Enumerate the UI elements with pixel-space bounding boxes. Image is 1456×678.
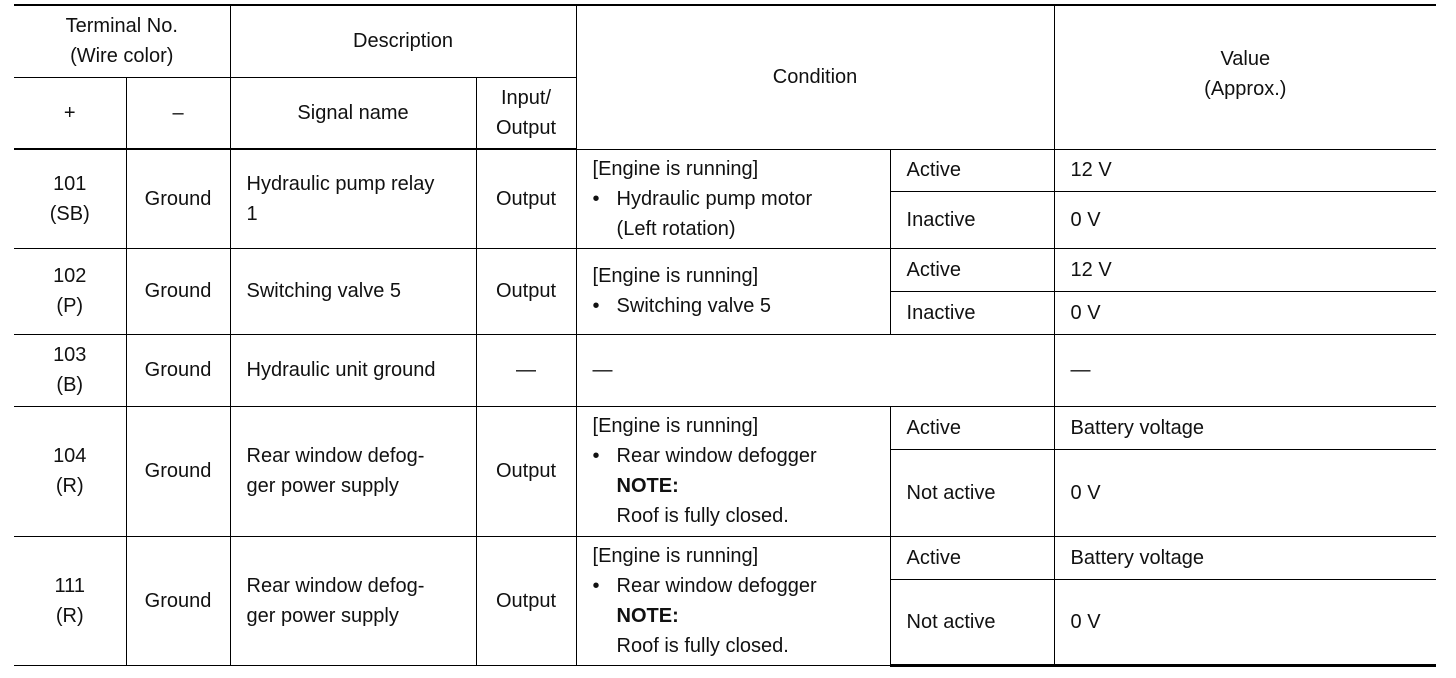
note-label: NOTE: (616, 604, 679, 627)
terminal-number: 103 (53, 344, 87, 366)
terminal-cell (14, 536, 126, 665)
ground-cell: Ground (126, 149, 230, 248)
value-cell: 0 V (1054, 449, 1436, 536)
terminal-number: 104 (53, 445, 87, 467)
condition-item-sub: (Left rotation) (616, 217, 736, 240)
value-cell: 12 V (1054, 149, 1436, 191)
condition-head: [Engine is running] (592, 544, 759, 567)
condition-item-text: Rear window defogger (616, 445, 817, 467)
table-row (14, 334, 1436, 406)
header-minus: – (126, 77, 230, 149)
condition-cell (576, 406, 890, 536)
value-cell: 0 V (1054, 579, 1436, 665)
terminal-cell (14, 406, 126, 536)
condition-cell (576, 248, 890, 334)
value-cell: Battery voltage (1054, 406, 1436, 449)
condition-item (593, 184, 890, 214)
signal-name-cell (230, 536, 476, 665)
header-value-approx: (Approx.) (1204, 78, 1287, 100)
signal-name-line: ger power supply (246, 475, 399, 497)
bullet-icon: • (592, 445, 600, 467)
ground-cell: Ground (126, 334, 230, 406)
io-cell: Output (476, 149, 576, 248)
header-description: Description (230, 5, 576, 77)
header-terminal-no-label: Terminal No. (65, 15, 178, 38)
io-cell: Output (476, 536, 576, 665)
signal-name-cell (230, 406, 476, 536)
note-label: NOTE: (616, 475, 679, 497)
signal-name-line: ger power supply (246, 604, 399, 627)
terminal-cell (14, 149, 126, 248)
condition-cell (576, 149, 890, 248)
header-condition: Condition (576, 5, 1054, 149)
header-value (1054, 5, 1436, 149)
signal-name-cell: Switching valve 5 (230, 248, 476, 334)
header-input-output (476, 77, 576, 149)
condition-item (593, 441, 890, 471)
signal-name-line: Rear window defog- (246, 445, 425, 467)
ground-cell: Ground (126, 248, 230, 334)
wire-color: (SB) (49, 202, 90, 225)
note-text: Roof is fully closed. (616, 505, 789, 527)
state-cell: Active (890, 536, 1054, 579)
ground-cell: Ground (126, 406, 230, 536)
header-wire-color-label: (Wire color) (70, 45, 174, 68)
signal-name-cell: Hydraulic unit ground (230, 334, 476, 406)
header-signal-name: Signal name (230, 77, 476, 149)
condition-head: [Engine is running] (592, 265, 759, 287)
signal-name-line: Hydraulic pump relay (246, 172, 435, 195)
bullet-icon: • (592, 295, 600, 317)
value-cell: 0 V (1054, 191, 1436, 248)
table-row (14, 536, 1436, 579)
state-cell: Not active (890, 449, 1054, 536)
signal-name-line: 1 (246, 202, 258, 225)
condition-item-text: Switching valve 5 (616, 295, 772, 317)
condition-cell (576, 536, 890, 665)
wire-color: (R) (55, 475, 84, 497)
bullet-icon: • (592, 574, 600, 597)
header-terminal-no (14, 5, 230, 77)
state-cell: Inactive (890, 191, 1054, 248)
value-cell: 0 V (1054, 291, 1436, 334)
state-cell: Not active (890, 579, 1054, 665)
ground-cell: Ground (126, 536, 230, 665)
condition-item-text: Rear window defogger (616, 574, 817, 597)
state-cell: Active (890, 248, 1054, 291)
table-row (14, 248, 1436, 291)
value-cell: — (1054, 334, 1436, 406)
condition-item (593, 291, 890, 321)
terminal-number: 101 (53, 172, 87, 195)
signal-name-cell (230, 149, 476, 248)
wire-color: (R) (55, 604, 84, 627)
io-cell: Output (476, 406, 576, 536)
io-cell: — (476, 334, 576, 406)
terminal-number: 111 (54, 574, 85, 597)
condition-cell: — (576, 334, 1054, 406)
bullet-icon: • (592, 187, 600, 210)
header-input-output-line1: Input/ (501, 86, 552, 109)
table-row (14, 406, 1436, 449)
wire-color: (P) (56, 295, 84, 317)
terminal-spec-table (14, 4, 1436, 667)
table-row (14, 149, 1436, 191)
header-plus: + (14, 77, 126, 149)
io-cell: Output (476, 248, 576, 334)
signal-name-line: Rear window defog- (246, 574, 425, 597)
note-text: Roof is fully closed. (616, 634, 789, 657)
condition-item (593, 571, 890, 601)
header-value-label: Value (1220, 48, 1271, 70)
terminal-cell (14, 248, 126, 334)
terminal-number: 102 (53, 265, 87, 287)
state-cell: Active (890, 406, 1054, 449)
condition-head: [Engine is running] (592, 415, 759, 437)
header-input-output-line2: Output (496, 116, 557, 139)
value-cell: 12 V (1054, 248, 1436, 291)
value-cell: Battery voltage (1054, 536, 1436, 579)
terminal-cell (14, 334, 126, 406)
condition-item-text: Hydraulic pump motor (616, 187, 813, 210)
condition-head: [Engine is running] (592, 157, 759, 180)
wire-color: (B) (56, 374, 84, 396)
state-cell: Inactive (890, 291, 1054, 334)
state-cell: Active (890, 149, 1054, 191)
